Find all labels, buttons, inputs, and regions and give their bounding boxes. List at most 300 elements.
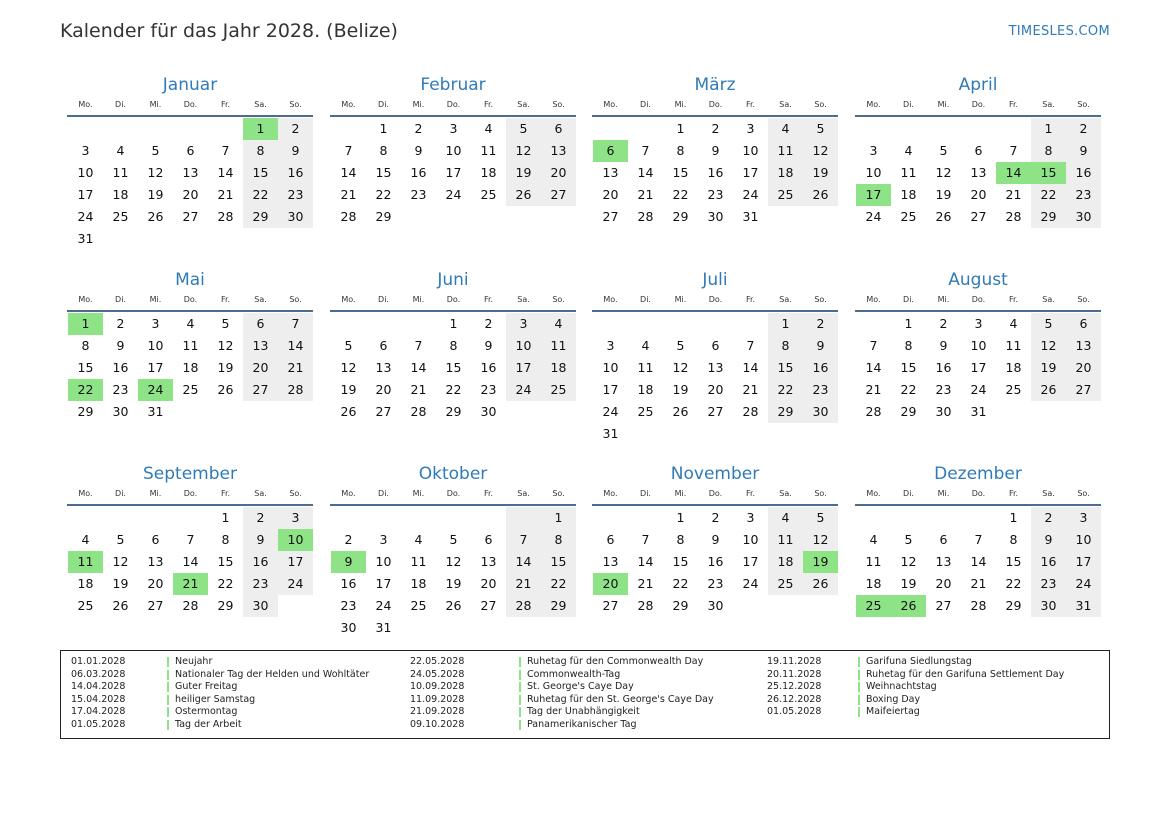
calendar-day[interactable]: 6: [974, 143, 983, 158]
calendar-day[interactable]: 31: [602, 426, 619, 441]
calendar-day[interactable]: 24: [506, 379, 541, 401]
calendar-day[interactable]: 22: [1031, 184, 1066, 206]
calendar-day[interactable]: 8: [1009, 532, 1018, 547]
calendar-day[interactable]: 6: [711, 338, 720, 353]
calendar-day[interactable]: 29: [77, 404, 94, 419]
calendar-day[interactable]: 12: [506, 140, 541, 162]
calendar-day[interactable]: 20: [243, 357, 278, 379]
calendar-day[interactable]: 27: [182, 209, 199, 224]
calendar-day[interactable]: 22: [1005, 576, 1022, 591]
calendar-day[interactable]: 8: [243, 140, 278, 162]
calendar-day[interactable]: 2: [116, 316, 125, 331]
calendar-day[interactable]: 30: [112, 404, 129, 419]
calendar-day[interactable]: 2: [344, 532, 353, 547]
calendar-day[interactable]: 12: [340, 360, 357, 375]
holiday-day[interactable]: 14: [996, 162, 1031, 184]
calendar-day[interactable]: 14: [278, 335, 313, 357]
calendar-day[interactable]: 27: [602, 598, 619, 613]
calendar-day[interactable]: 16: [1031, 551, 1066, 573]
calendar-day[interactable]: 24: [375, 598, 392, 613]
holiday-day[interactable]: 24: [138, 379, 173, 401]
calendar-day[interactable]: 9: [1066, 140, 1101, 162]
calendar-day[interactable]: 7: [974, 532, 983, 547]
calendar-day[interactable]: 25: [112, 209, 129, 224]
calendar-day[interactable]: 9: [711, 143, 720, 158]
calendar-day[interactable]: 30: [243, 595, 278, 617]
holiday-day[interactable]: 9: [331, 551, 366, 573]
calendar-day[interactable]: 1: [676, 121, 685, 136]
calendar-day[interactable]: 18: [77, 576, 94, 591]
calendar-day[interactable]: 11: [1005, 338, 1022, 353]
calendar-day[interactable]: 11: [768, 529, 803, 551]
calendar-day[interactable]: 17: [147, 360, 164, 375]
calendar-day[interactable]: 8: [676, 532, 685, 547]
calendar-day[interactable]: 20: [707, 382, 724, 397]
calendar-day[interactable]: 28: [506, 595, 541, 617]
calendar-day[interactable]: 24: [970, 382, 987, 397]
calendar-day[interactable]: 15: [77, 360, 94, 375]
calendar-day[interactable]: 3: [449, 121, 458, 136]
calendar-day[interactable]: 30: [707, 598, 724, 613]
calendar-day[interactable]: 25: [480, 187, 497, 202]
calendar-day[interactable]: 17: [1066, 551, 1101, 573]
calendar-day[interactable]: 12: [900, 554, 917, 569]
calendar-day[interactable]: 12: [935, 165, 952, 180]
calendar-day[interactable]: 22: [768, 379, 803, 401]
holiday-day[interactable]: 1: [243, 118, 278, 140]
calendar-day[interactable]: 22: [445, 382, 462, 397]
calendar-day[interactable]: 29: [375, 209, 392, 224]
calendar-day[interactable]: 10: [1066, 529, 1101, 551]
calendar-day[interactable]: 2: [1066, 118, 1101, 140]
calendar-day[interactable]: 6: [939, 532, 948, 547]
calendar-day[interactable]: 17: [77, 187, 94, 202]
calendar-day[interactable]: 19: [147, 187, 164, 202]
calendar-day[interactable]: 20: [480, 576, 497, 591]
calendar-day[interactable]: 23: [112, 382, 129, 397]
calendar-day[interactable]: 28: [182, 598, 199, 613]
calendar-day[interactable]: 5: [344, 338, 353, 353]
holiday-day[interactable]: 19: [803, 551, 838, 573]
calendar-day[interactable]: 3: [506, 313, 541, 335]
calendar-day[interactable]: 15: [541, 551, 576, 573]
calendar-day[interactable]: 9: [484, 338, 493, 353]
calendar-day[interactable]: 27: [541, 184, 576, 206]
calendar-day[interactable]: 15: [1005, 554, 1022, 569]
calendar-day[interactable]: 7: [869, 338, 878, 353]
calendar-day[interactable]: 19: [445, 576, 462, 591]
holiday-day[interactable]: 20: [593, 573, 628, 595]
calendar-day[interactable]: 2: [939, 316, 948, 331]
calendar-day[interactable]: 4: [484, 121, 493, 136]
calendar-day[interactable]: 26: [445, 598, 462, 613]
calendar-day[interactable]: 26: [803, 573, 838, 595]
calendar-day[interactable]: 5: [221, 316, 230, 331]
calendar-day[interactable]: 1: [676, 510, 685, 525]
calendar-day[interactable]: 28: [970, 598, 987, 613]
calendar-day[interactable]: 9: [939, 338, 948, 353]
calendar-day[interactable]: 9: [278, 140, 313, 162]
calendar-day[interactable]: 30: [340, 620, 357, 635]
calendar-day[interactable]: 11: [112, 165, 129, 180]
holiday-day[interactable]: 10: [278, 529, 313, 551]
calendar-day[interactable]: 27: [970, 209, 987, 224]
calendar-day[interactable]: 7: [186, 532, 195, 547]
calendar-day[interactable]: 10: [77, 165, 94, 180]
calendar-day[interactable]: 16: [1066, 162, 1101, 184]
calendar-day[interactable]: 17: [970, 360, 987, 375]
calendar-day[interactable]: 4: [541, 313, 576, 335]
calendar-day[interactable]: 7: [344, 143, 353, 158]
calendar-day[interactable]: 25: [182, 382, 199, 397]
calendar-day[interactable]: 17: [375, 576, 392, 591]
calendar-day[interactable]: 11: [637, 360, 654, 375]
calendar-day[interactable]: 13: [707, 360, 724, 375]
calendar-day[interactable]: 26: [147, 209, 164, 224]
calendar-day[interactable]: 8: [904, 338, 913, 353]
calendar-day[interactable]: 7: [278, 313, 313, 335]
calendar-day[interactable]: 9: [116, 338, 125, 353]
calendar-day[interactable]: 16: [707, 554, 724, 569]
calendar-day[interactable]: 7: [1009, 143, 1018, 158]
calendar-day[interactable]: 25: [768, 184, 803, 206]
calendar-day[interactable]: 16: [480, 360, 497, 375]
calendar-day[interactable]: 29: [243, 206, 278, 228]
calendar-day[interactable]: 26: [217, 382, 234, 397]
calendar-day[interactable]: 12: [803, 529, 838, 551]
calendar-day[interactable]: 5: [939, 143, 948, 158]
calendar-day[interactable]: 29: [900, 404, 917, 419]
calendar-day[interactable]: 19: [112, 576, 129, 591]
calendar-day[interactable]: 15: [900, 360, 917, 375]
calendar-day[interactable]: 3: [869, 143, 878, 158]
calendar-day[interactable]: 18: [768, 551, 803, 573]
calendar-day[interactable]: 23: [340, 598, 357, 613]
calendar-day[interactable]: 23: [243, 573, 278, 595]
calendar-day[interactable]: 14: [970, 554, 987, 569]
calendar-day[interactable]: 2: [711, 510, 720, 525]
calendar-day[interactable]: 17: [278, 551, 313, 573]
calendar-day[interactable]: 14: [182, 554, 199, 569]
calendar-day[interactable]: 5: [1031, 313, 1066, 335]
calendar-day[interactable]: 8: [379, 143, 388, 158]
calendar-day[interactable]: 15: [672, 165, 689, 180]
calendar-day[interactable]: 19: [803, 162, 838, 184]
calendar-day[interactable]: 4: [641, 338, 650, 353]
calendar-day[interactable]: 16: [112, 360, 129, 375]
calendar-day[interactable]: 26: [112, 598, 129, 613]
calendar-day[interactable]: 10: [445, 143, 462, 158]
calendar-day[interactable]: 25: [637, 404, 654, 419]
calendar-day[interactable]: 20: [935, 576, 952, 591]
calendar-day[interactable]: 2: [278, 118, 313, 140]
calendar-day[interactable]: 17: [602, 382, 619, 397]
calendar-day[interactable]: 21: [217, 187, 234, 202]
calendar-day[interactable]: 13: [1066, 335, 1101, 357]
calendar-day[interactable]: 18: [410, 576, 427, 591]
calendar-day[interactable]: 25: [77, 598, 94, 613]
calendar-day[interactable]: 10: [865, 165, 882, 180]
calendar-day[interactable]: 21: [340, 187, 357, 202]
calendar-day[interactable]: 2: [484, 316, 493, 331]
calendar-day[interactable]: 5: [676, 338, 685, 353]
calendar-day[interactable]: 17: [742, 165, 759, 180]
calendar-day[interactable]: 15: [672, 554, 689, 569]
calendar-day[interactable]: 1: [379, 121, 388, 136]
calendar-day[interactable]: 23: [707, 187, 724, 202]
calendar-day[interactable]: 3: [379, 532, 388, 547]
calendar-day[interactable]: 4: [81, 532, 90, 547]
calendar-day[interactable]: 11: [768, 140, 803, 162]
calendar-day[interactable]: 5: [803, 118, 838, 140]
calendar-day[interactable]: 21: [637, 576, 654, 591]
calendar-day[interactable]: 18: [182, 360, 199, 375]
calendar-day[interactable]: 16: [803, 357, 838, 379]
calendar-day[interactable]: 4: [1009, 316, 1018, 331]
calendar-day[interactable]: 6: [186, 143, 195, 158]
calendar-day[interactable]: 4: [768, 118, 803, 140]
calendar-day[interactable]: 23: [410, 187, 427, 202]
calendar-day[interactable]: 12: [112, 554, 129, 569]
calendar-day[interactable]: 5: [151, 143, 160, 158]
calendar-day[interactable]: 22: [672, 187, 689, 202]
calendar-day[interactable]: 25: [410, 598, 427, 613]
calendar-day[interactable]: 22: [375, 187, 392, 202]
calendar-day[interactable]: 12: [445, 554, 462, 569]
calendar-day[interactable]: 11: [865, 554, 882, 569]
calendar-day[interactable]: 14: [637, 554, 654, 569]
calendar-day[interactable]: 6: [484, 532, 493, 547]
calendar-day[interactable]: 3: [606, 338, 615, 353]
calendar-day[interactable]: 16: [707, 165, 724, 180]
calendar-day[interactable]: 28: [637, 598, 654, 613]
calendar-day[interactable]: 10: [147, 338, 164, 353]
calendar-day[interactable]: 2: [243, 507, 278, 529]
calendar-day[interactable]: 11: [480, 143, 497, 158]
calendar-day[interactable]: 27: [935, 598, 952, 613]
calendar-day[interactable]: 13: [480, 554, 497, 569]
calendar-day[interactable]: 12: [803, 140, 838, 162]
calendar-day[interactable]: 24: [77, 209, 94, 224]
calendar-day[interactable]: 13: [602, 165, 619, 180]
calendar-day[interactable]: 3: [81, 143, 90, 158]
calendar-day[interactable]: 1: [449, 316, 458, 331]
calendar-day[interactable]: 7: [221, 143, 230, 158]
calendar-day[interactable]: 7: [506, 529, 541, 551]
calendar-day[interactable]: 14: [637, 165, 654, 180]
calendar-day[interactable]: 8: [541, 529, 576, 551]
calendar-day[interactable]: 18: [900, 187, 917, 202]
calendar-day[interactable]: 1: [768, 313, 803, 335]
calendar-day[interactable]: 4: [116, 143, 125, 158]
calendar-day[interactable]: 26: [506, 184, 541, 206]
calendar-day[interactable]: 20: [541, 162, 576, 184]
calendar-day[interactable]: 8: [81, 338, 90, 353]
calendar-day[interactable]: 19: [217, 360, 234, 375]
calendar-day[interactable]: 10: [742, 143, 759, 158]
calendar-day[interactable]: 10: [506, 335, 541, 357]
calendar-day[interactable]: 28: [217, 209, 234, 224]
calendar-day[interactable]: 1: [221, 510, 230, 525]
calendar-day[interactable]: 26: [935, 209, 952, 224]
calendar-day[interactable]: 7: [414, 338, 423, 353]
holiday-day[interactable]: 17: [856, 184, 891, 206]
brand-link[interactable]: TIMESLES.COM: [1008, 24, 1110, 39]
calendar-day[interactable]: 9: [711, 532, 720, 547]
calendar-day[interactable]: 30: [1066, 206, 1101, 228]
calendar-day[interactable]: 2: [1031, 507, 1066, 529]
calendar-day[interactable]: 8: [449, 338, 458, 353]
calendar-day[interactable]: 4: [414, 532, 423, 547]
calendar-day[interactable]: 9: [243, 529, 278, 551]
calendar-day[interactable]: 20: [970, 187, 987, 202]
calendar-day[interactable]: 13: [970, 165, 987, 180]
calendar-day[interactable]: 24: [278, 573, 313, 595]
calendar-day[interactable]: 22: [541, 573, 576, 595]
calendar-day[interactable]: 4: [904, 143, 913, 158]
calendar-day[interactable]: 3: [1066, 507, 1101, 529]
calendar-day[interactable]: 29: [541, 595, 576, 617]
calendar-day[interactable]: 22: [900, 382, 917, 397]
calendar-day[interactable]: 19: [340, 382, 357, 397]
calendar-day[interactable]: 8: [768, 335, 803, 357]
calendar-day[interactable]: 14: [217, 165, 234, 180]
calendar-day[interactable]: 27: [375, 404, 392, 419]
calendar-day[interactable]: 1: [1009, 510, 1018, 525]
calendar-day[interactable]: 7: [746, 338, 755, 353]
calendar-day[interactable]: 13: [147, 554, 164, 569]
calendar-day[interactable]: 21: [506, 573, 541, 595]
calendar-day[interactable]: 6: [606, 532, 615, 547]
calendar-day[interactable]: 18: [480, 165, 497, 180]
holiday-day[interactable]: 6: [593, 140, 628, 162]
calendar-day[interactable]: 16: [410, 165, 427, 180]
calendar-day[interactable]: 11: [541, 335, 576, 357]
calendar-day[interactable]: 28: [637, 209, 654, 224]
calendar-day[interactable]: 16: [243, 551, 278, 573]
calendar-day[interactable]: 5: [449, 532, 458, 547]
calendar-day[interactable]: 8: [676, 143, 685, 158]
calendar-day[interactable]: 21: [865, 382, 882, 397]
calendar-day[interactable]: 6: [243, 313, 278, 335]
calendar-day[interactable]: 6: [541, 118, 576, 140]
calendar-day[interactable]: 3: [746, 121, 755, 136]
calendar-day[interactable]: 2: [414, 121, 423, 136]
calendar-day[interactable]: 28: [865, 404, 882, 419]
calendar-day[interactable]: 11: [410, 554, 427, 569]
calendar-day[interactable]: 30: [707, 209, 724, 224]
calendar-day[interactable]: 12: [672, 360, 689, 375]
calendar-day[interactable]: 22: [243, 184, 278, 206]
calendar-day[interactable]: 15: [768, 357, 803, 379]
calendar-day[interactable]: 25: [768, 573, 803, 595]
calendar-day[interactable]: 12: [1031, 335, 1066, 357]
calendar-day[interactable]: 25: [541, 379, 576, 401]
calendar-day[interactable]: 23: [1031, 573, 1066, 595]
calendar-day[interactable]: 13: [541, 140, 576, 162]
holiday-day[interactable]: 22: [68, 379, 103, 401]
calendar-day[interactable]: 28: [410, 404, 427, 419]
calendar-day[interactable]: 26: [1031, 379, 1066, 401]
calendar-day[interactable]: 25: [1005, 382, 1022, 397]
calendar-day[interactable]: 6: [151, 532, 160, 547]
holiday-day[interactable]: 25: [856, 595, 891, 617]
calendar-day[interactable]: 27: [147, 598, 164, 613]
calendar-day[interactable]: 27: [1066, 379, 1101, 401]
holiday-day[interactable]: 26: [891, 595, 926, 617]
calendar-day[interactable]: 28: [1005, 209, 1022, 224]
calendar-day[interactable]: 5: [506, 118, 541, 140]
calendar-day[interactable]: 10: [742, 532, 759, 547]
calendar-day[interactable]: 18: [1005, 360, 1022, 375]
calendar-day[interactable]: 10: [602, 360, 619, 375]
holiday-day[interactable]: 15: [1031, 162, 1066, 184]
calendar-day[interactable]: 29: [672, 209, 689, 224]
calendar-day[interactable]: 20: [375, 382, 392, 397]
calendar-day[interactable]: 13: [243, 335, 278, 357]
calendar-day[interactable]: 24: [865, 209, 882, 224]
calendar-day[interactable]: 24: [1066, 573, 1101, 595]
holiday-day[interactable]: 21: [173, 573, 208, 595]
calendar-day[interactable]: 19: [672, 382, 689, 397]
calendar-day[interactable]: 28: [340, 209, 357, 224]
calendar-day[interactable]: 19: [900, 576, 917, 591]
calendar-day[interactable]: 11: [900, 165, 917, 180]
calendar-day[interactable]: 18: [865, 576, 882, 591]
calendar-day[interactable]: 2: [711, 121, 720, 136]
calendar-day[interactable]: 27: [602, 209, 619, 224]
calendar-day[interactable]: 28: [742, 404, 759, 419]
calendar-day[interactable]: 10: [970, 338, 987, 353]
calendar-day[interactable]: 2: [803, 313, 838, 335]
calendar-day[interactable]: 1: [904, 316, 913, 331]
calendar-day[interactable]: 30: [1031, 595, 1066, 617]
calendar-day[interactable]: 18: [541, 357, 576, 379]
calendar-day[interactable]: 21: [410, 382, 427, 397]
calendar-day[interactable]: 23: [1066, 184, 1101, 206]
calendar-day[interactable]: 13: [182, 165, 199, 180]
calendar-day[interactable]: 14: [865, 360, 882, 375]
calendar-day[interactable]: 27: [707, 404, 724, 419]
calendar-day[interactable]: 1: [1031, 118, 1066, 140]
calendar-day[interactable]: 17: [506, 357, 541, 379]
calendar-day[interactable]: 23: [480, 382, 497, 397]
calendar-day[interactable]: 16: [935, 360, 952, 375]
calendar-day[interactable]: 29: [1005, 598, 1022, 613]
calendar-day[interactable]: 24: [445, 187, 462, 202]
calendar-day[interactable]: 17: [445, 165, 462, 180]
calendar-day[interactable]: 4: [768, 507, 803, 529]
calendar-day[interactable]: 1: [541, 507, 576, 529]
calendar-day[interactable]: 27: [243, 379, 278, 401]
calendar-day[interactable]: 9: [414, 143, 423, 158]
calendar-day[interactable]: 16: [278, 162, 313, 184]
calendar-day[interactable]: 27: [480, 598, 497, 613]
calendar-day[interactable]: 14: [506, 551, 541, 573]
calendar-day[interactable]: 21: [742, 382, 759, 397]
calendar-day[interactable]: 22: [672, 576, 689, 591]
calendar-day[interactable]: 26: [672, 404, 689, 419]
calendar-day[interactable]: 13: [375, 360, 392, 375]
calendar-day[interactable]: 5: [803, 507, 838, 529]
calendar-day[interactable]: 9: [1031, 529, 1066, 551]
calendar-day[interactable]: 31: [1066, 595, 1101, 617]
calendar-day[interactable]: 20: [147, 576, 164, 591]
calendar-day[interactable]: 21: [1005, 187, 1022, 202]
calendar-day[interactable]: 8: [221, 532, 230, 547]
calendar-day[interactable]: 20: [1066, 357, 1101, 379]
calendar-day[interactable]: 3: [151, 316, 160, 331]
